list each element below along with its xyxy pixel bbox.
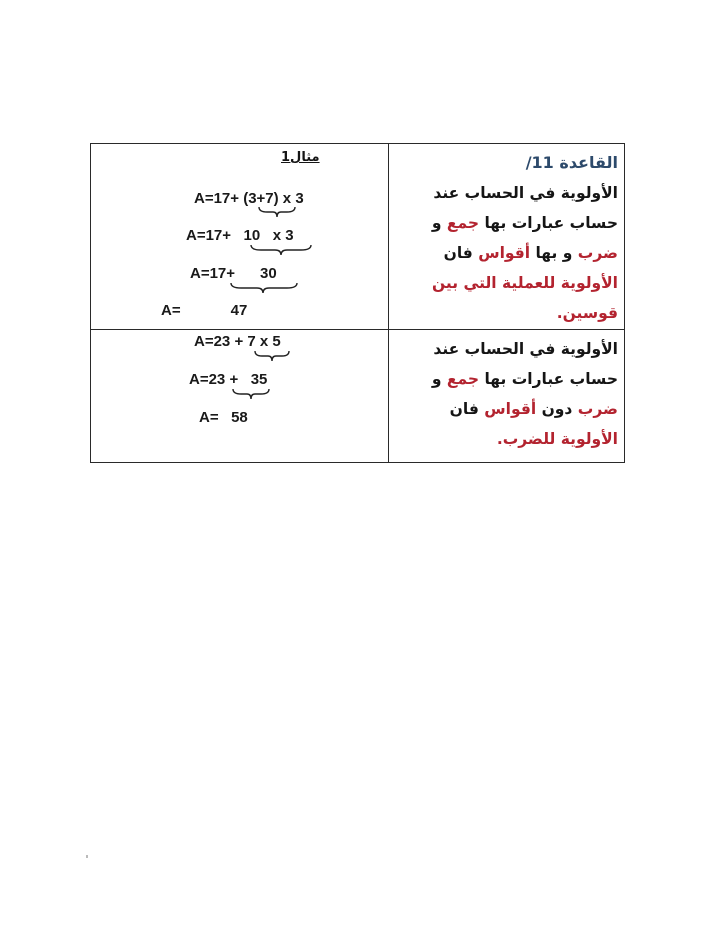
highlight-word: الأولوية للضرب. [496,430,618,448]
column-divider [388,144,389,462]
highlight-word: قوسين. [556,304,618,322]
step-4: A= 47 [161,302,248,319]
highlight-word: ضرب [577,244,618,262]
rule-line [393,364,618,394]
highlight-word: أقواس [484,400,537,418]
highlight-word: أقواس [478,244,531,262]
rule-text: الأولوية في الحساب عند [433,184,618,202]
rule-title: القاعدة 11/ [525,153,618,172]
rule-line [393,268,618,298]
rules-table [90,143,625,463]
step-7: A= 58 [199,409,248,426]
brace-2 [249,244,313,256]
page-speck [86,855,88,858]
rule-text: الأولوية في الحساب عند [433,340,618,358]
rule-text: و [431,370,447,388]
rule-text: دون [536,400,578,418]
step-5: A=23 + 7 x 5 [194,333,281,350]
rule-text: و [431,214,447,232]
rule-line [393,238,618,268]
step-2: A=17+ 10 x 3 [186,227,294,244]
rule-line [393,334,618,364]
rule-text: حساب عبارات بها [479,370,618,388]
example-title: مثال1 [281,150,320,165]
rule-text: حساب عبارات بها [479,214,618,232]
brace-4 [253,350,291,362]
highlight-word: الأولوية للعملية التي بين [431,274,618,292]
step-1: A=17+ (3+7) x 3 [194,190,304,207]
highlight-word: جمع [446,214,480,232]
rule-text: و بها [530,244,578,262]
highlight-word: ضرب [577,400,618,418]
rule-text: فان [449,400,485,418]
step-6: A=23 + 35 [189,371,268,388]
rule-11-text [393,148,618,328]
highlight-word: جمع [446,370,480,388]
step-3: A=17+ 30 [190,265,277,282]
rule-line [393,394,618,424]
rule-12-text [393,334,618,454]
rule-text: فان [443,244,479,262]
rule-line [393,208,618,238]
brace-3 [229,282,299,294]
brace-5 [231,388,271,400]
row-divider [91,329,624,330]
brace-1 [257,206,297,218]
rule-line [393,178,618,208]
rule-line [393,424,618,454]
rule-line [393,298,618,328]
